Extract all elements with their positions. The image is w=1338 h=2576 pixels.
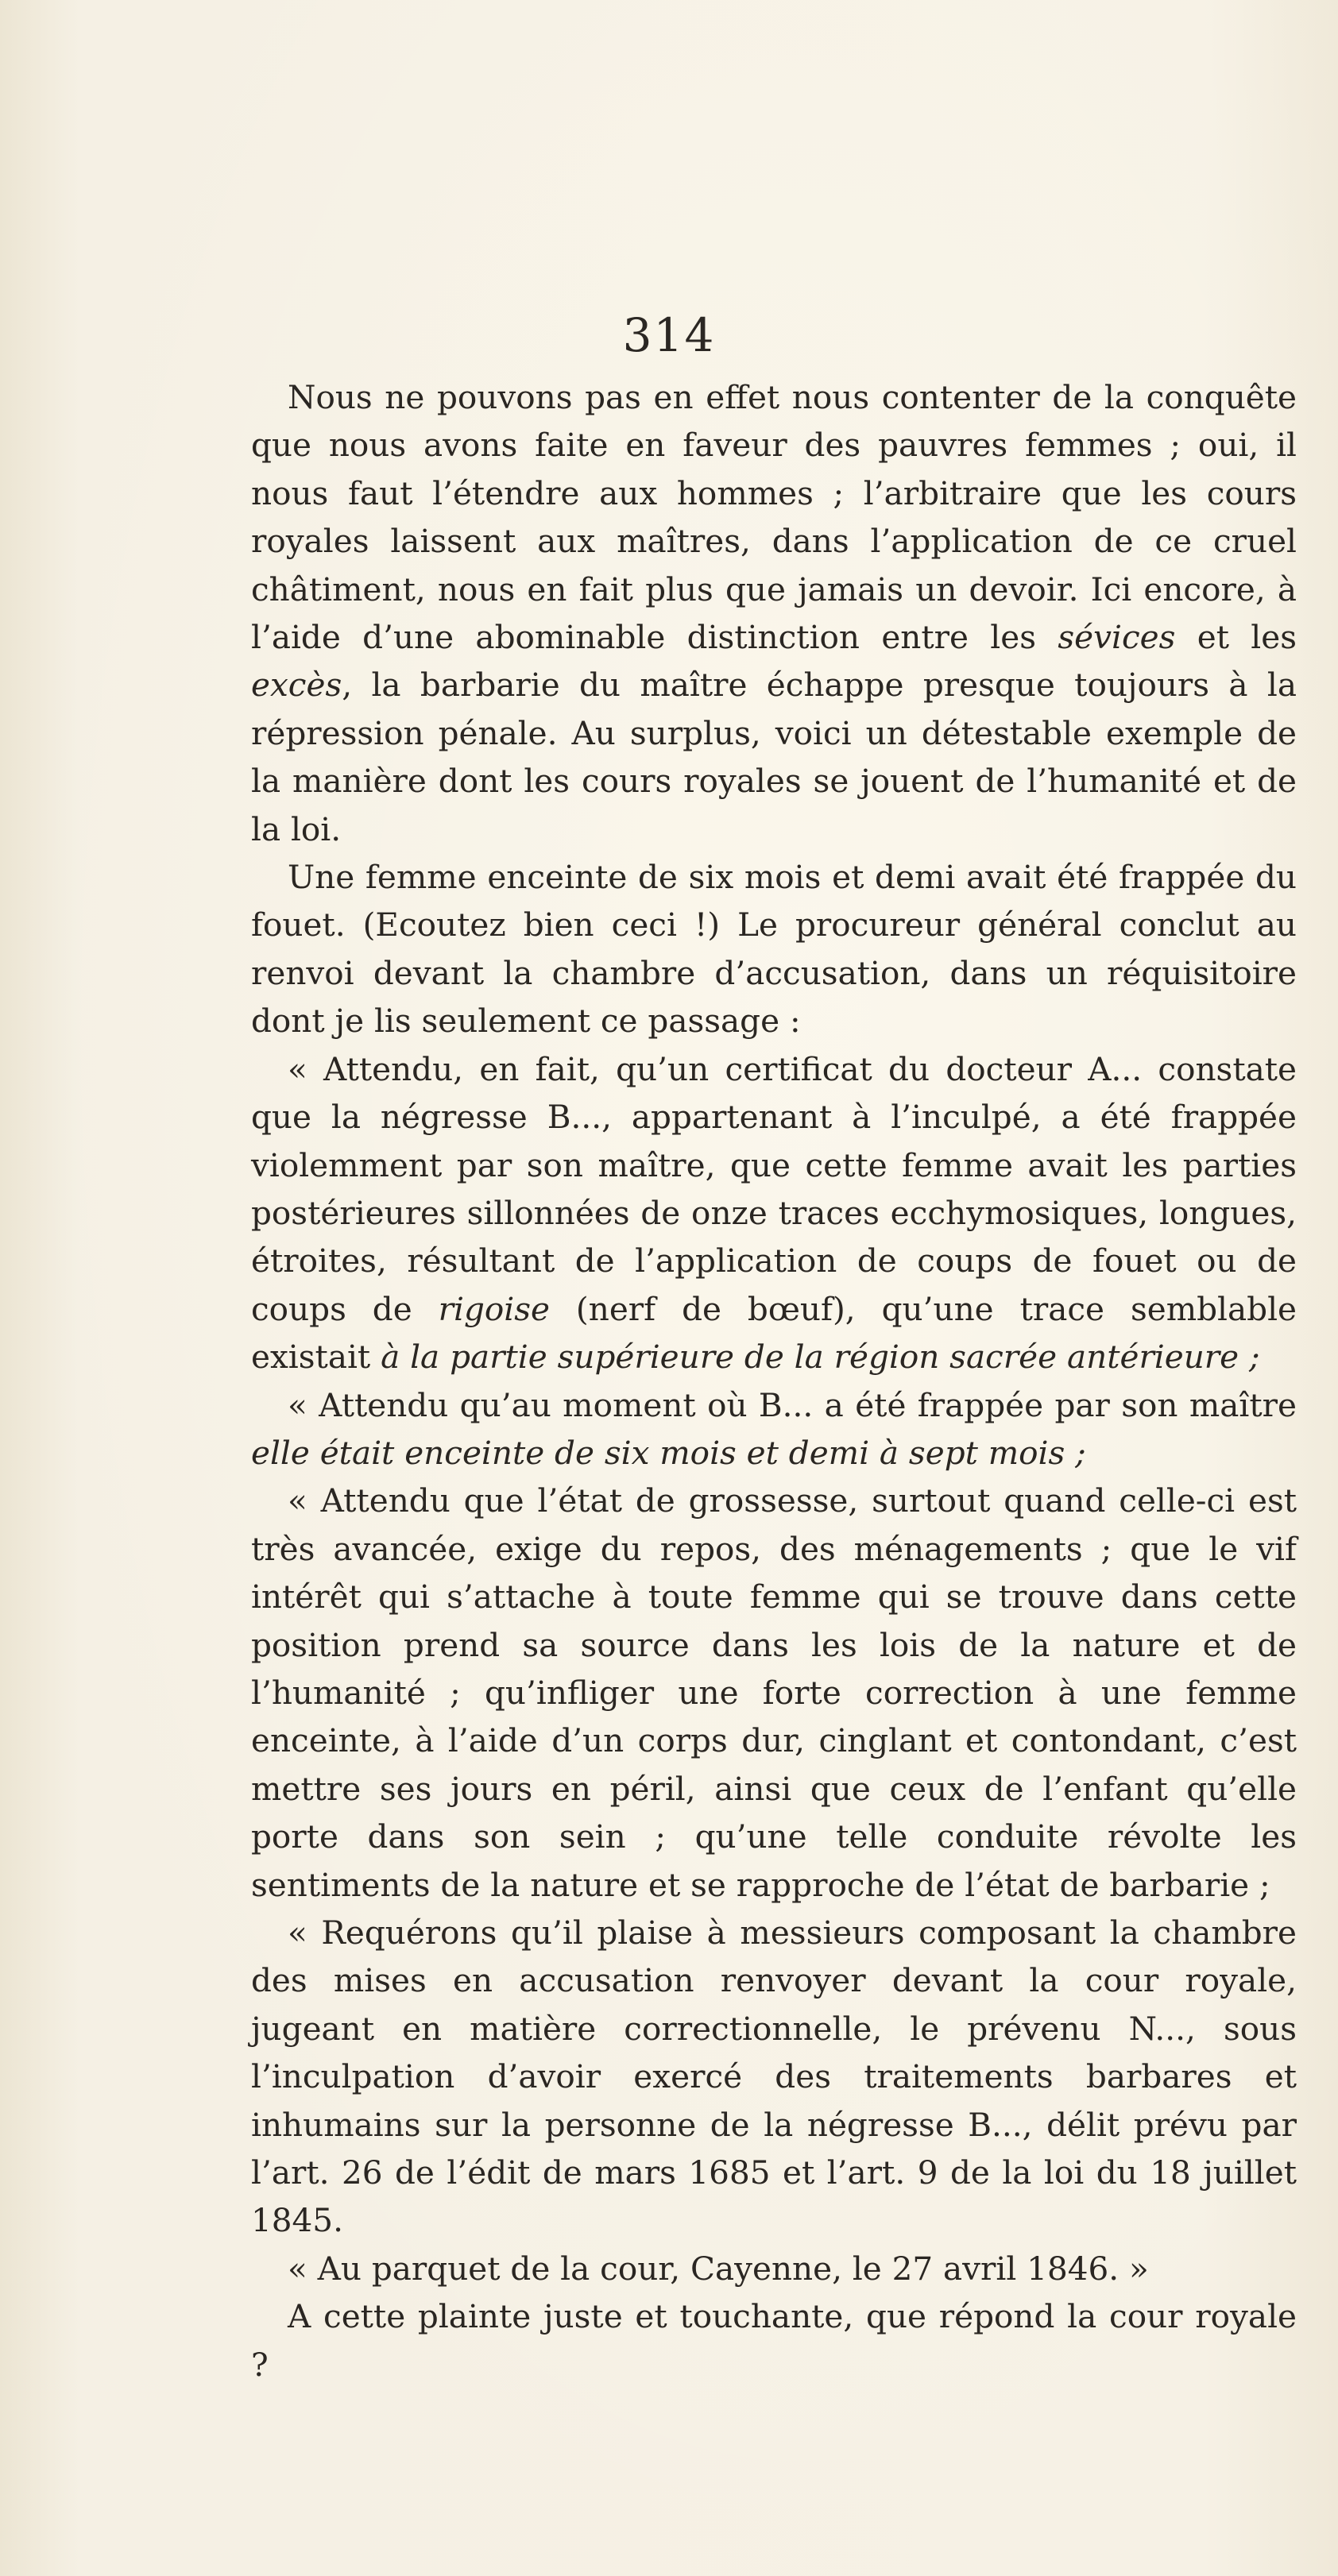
text-segment: Une femme enceinte de six mois et demi avait été frappée du fouet. (Ecoutez bien ceci !) Le procureur général conclut au renvoi devant la chambre d’accusation, dans un réquisitoire dont je lis seulement ce passage : xyxy=(251,858,1297,1041)
italic-text-segment: rigoise xyxy=(438,1289,550,1328)
text-segment: , la barbarie du maître échappe presque toujours à la répression pénale. Au surplus, voici un détestable exemple de la manière dont les cours royales se jouent de l’humanité et de la loi. xyxy=(251,666,1297,848)
paragraph-p4 xyxy=(251,1381,1297,1477)
italic-text-segment: sévices xyxy=(1058,618,1176,657)
italic-text-segment: excès xyxy=(251,666,342,705)
paragraph-p2 xyxy=(251,853,1297,1045)
text-segment: « Attendu que l’état de grossesse, surtout quand celle-ci est très avancée, exige du repos, des ménagements ; que le vif intérêt qui s’attache à toute femme qui se trouve dans cette position prend sa source dans les lois de la nature et de l’humanité ; qu’infliger une forte correction à une femme enceinte, à l’aide d’un corps dur, cinglant et contondant, c’est mettre ses jours en péril, ainsi que ceux de l’enfant qu’elle porte dans son sein ; qu’une telle conduite révolte les sentiments de la nature et se rapproche de l’état de barbarie ; xyxy=(251,1481,1297,1904)
italic-text-segment: elle était enceinte de six mois et demi à sept mois ; xyxy=(251,1433,1086,1472)
text-segment: « Attendu, en fait, qu’un certificat du docteur A... constate que la négresse B..., appartenant à l’inculpé, a été frappée violemment par son maître, que cette femme avait les parties postérieures sillonnées de onze traces ecchymosiques, longues, étroites, résultant de l’application de coups de fouet ou de coups de xyxy=(251,1049,1297,1328)
text-segment: « Au parquet de la cour, Cayenne, le 27 avril 1846. » xyxy=(288,2249,1149,2288)
text-segment: et les xyxy=(1175,618,1297,657)
body-text xyxy=(251,373,1297,2389)
text-segment: Nous ne pouvons pas en effet nous contenter de la conquête que nous avons faite en faveur des pauvres femmes ; oui, il nous faut l’étendre aux hommes ; l’arbitraire que les cours royales laissent aux maîtres, dans l’application de ce cruel châtiment, nous en fait plus que jamais un devoir. Ici encore, à l’aide d’une abominable distinction entre les xyxy=(251,378,1297,657)
text-segment: « Requérons qu’il plaise à messieurs composant la chambre des mises en accusation renvoyer devant la cour royale, jugeant en matière correctionnelle, le prévenu N..., sous l’inculpation d’avoir exercé des traitements barbares et inhumains sur la personne de la négresse B..., délit prévu par l’art. 26 de l’édit de mars 1685 et l’art. 9 de la loi du 18 juillet 1845. xyxy=(251,1914,1297,2240)
paragraph-p1 xyxy=(251,373,1297,853)
text-segment: A cette plainte juste et touchante, que répond la cour royale ? xyxy=(251,2297,1297,2384)
page-number: 314 xyxy=(622,308,716,362)
paragraph-p7 xyxy=(251,2245,1297,2292)
paragraph-p3 xyxy=(251,1045,1297,1381)
text-segment: (nerf de bœuf), qu’une trace semblable existait xyxy=(251,1289,1297,1377)
paragraph-p6 xyxy=(251,1909,1297,2245)
paragraph-p5 xyxy=(251,1477,1297,1909)
paragraph-p8 xyxy=(251,2292,1297,2389)
text-segment: « Attendu qu’au moment où B... a été frappée par son maître xyxy=(288,1385,1297,1424)
italic-text-segment: à la partie supérieure de la région sacrée antérieure ; xyxy=(381,1338,1260,1377)
